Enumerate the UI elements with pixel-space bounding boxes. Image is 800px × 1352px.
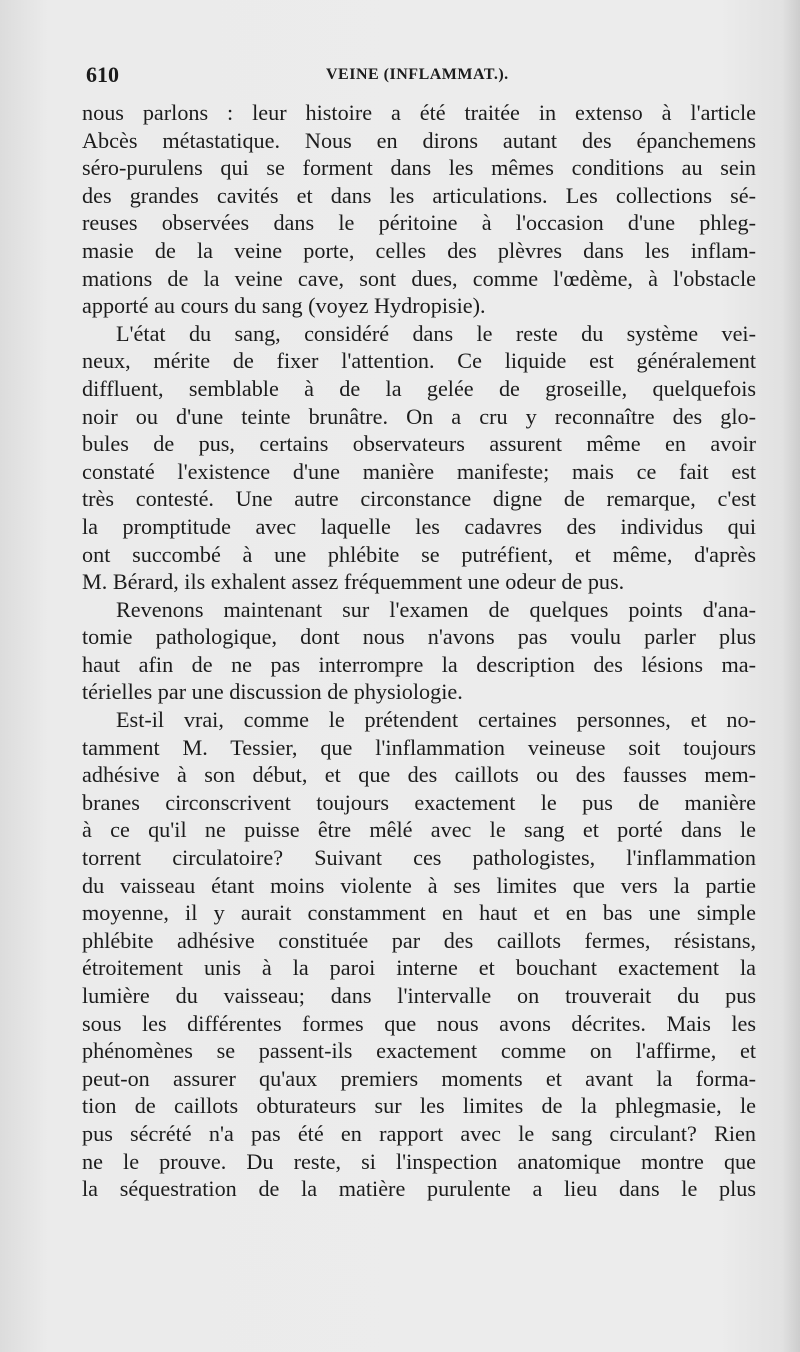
text-line: séro-purulens qui se forment dans les mêmes conditions au sein xyxy=(82,155,756,181)
text-line: L'état du sang, considéré dans le reste du système vei- xyxy=(116,320,756,346)
text-line: adhésive à son début, et que des caillots ou des fausses mem- xyxy=(82,762,756,788)
text-line: peut-on assurer qu'aux premiers moments et avant la forma- xyxy=(82,1065,756,1091)
text-line: diffluent, semblable à de la gelée de groseille, quelquefois xyxy=(82,375,756,401)
text-line: ne le prouve. Du reste, si l'inspection anatomique montre que xyxy=(82,1148,756,1174)
paragraph-1 xyxy=(82,99,756,320)
paragraph-3 xyxy=(82,596,756,706)
text-line: Abcès métastatique. Nous en dirons autant des épanchemens xyxy=(82,127,756,153)
text-line: masie de la veine porte, celles des plèvres dans les inflam- xyxy=(82,237,756,263)
text-line: bules de pus, certains observateurs assurent même en avoir xyxy=(82,431,756,457)
page-body xyxy=(82,99,756,1203)
text-line: du vaisseau étant moins violente à ses limites que vers la partie xyxy=(82,872,756,898)
text-line: haut afin de ne pas interrompre la description des lésions ma- xyxy=(82,651,756,677)
text-line: branes circonscrivent toujours exactement le pus de manière xyxy=(82,789,756,815)
text-line: phénomènes se passent-ils exactement comme on l'affirme, et xyxy=(82,1038,756,1064)
text-line: phlébite adhésive constituée par des caillots fermes, résistans, xyxy=(82,927,756,953)
text-line: torrent circulatoire? Suivant ces pathologistes, l'inflammation xyxy=(82,845,756,871)
text-line: la séquestration de la matière purulente a lieu dans le plus xyxy=(82,1176,756,1202)
text-line: sous les différentes formes que nous avons décrites. Mais les xyxy=(82,1010,756,1036)
text-line: mations de la veine cave, sont dues, comme l'œdème, à l'obstacle xyxy=(82,265,756,291)
text-line: neux, mérite de fixer l'attention. Ce liquide est généralement xyxy=(82,348,756,374)
running-head: VEINE (INFLAMMAT.). xyxy=(326,66,509,83)
paragraph-4 xyxy=(82,706,756,1203)
text-line: nous parlons : leur histoire a été traitée in extenso à l'article xyxy=(82,100,756,125)
text-line: reuses observées dans le péritoine à l'occasion d'une phleg- xyxy=(82,210,756,236)
paragraph-2 xyxy=(82,320,756,596)
text-line: à ce qu'il ne puisse être mêlé avec le sang et porté dans le xyxy=(82,817,756,843)
text-line: ont succombé à une phlébite se putréfient, et même, d'après xyxy=(82,541,756,567)
text-line: tion de caillots obturateurs sur les limites de la phlegmasie, le xyxy=(82,1093,756,1119)
text-line: tomie pathologique, dont nous n'avons pas voulu parler plus xyxy=(82,624,756,650)
text-line: Est-il vrai, comme le prétendent certaines personnes, et no- xyxy=(116,707,756,733)
text-line: lumière du vaisseau; dans l'intervalle on trouverait du pus xyxy=(82,983,756,1008)
text-line: constaté l'existence d'une manière manifeste; mais ce fait est xyxy=(82,458,756,484)
text-line: tamment M. Tessier, que l'inflammation veineuse soit toujours xyxy=(82,734,756,760)
page-header xyxy=(86,62,756,92)
text-line: M. Bérard, ils exhalent assez fréquemment une odeur de pus. xyxy=(82,569,625,595)
text-line: la promptitude avec laquelle les cadavres des individus qui xyxy=(82,513,756,539)
text-line: noir ou d'une teinte brunâtre. On a cru y reconnaître des glo- xyxy=(82,403,756,429)
text-line: pus sécrété n'a pas été en rapport avec le sang circulant? Rien xyxy=(82,1120,756,1146)
text-line: très contesté. Une autre circonstance digne de remarque, c'est xyxy=(82,486,756,512)
text-line: moyenne, il y aurait constamment en haut et en bas une simple xyxy=(82,900,756,926)
text-line: Revenons maintenant sur l'examen de quelques points d'ana- xyxy=(116,596,756,622)
text-line: térielles par une discussion de physiologie. xyxy=(82,679,463,705)
page-number: 610 xyxy=(86,62,119,87)
text-line: des grandes cavités et dans les articulations. Les collections sé- xyxy=(82,182,756,208)
text-line: apporté au cours du sang (voyez Hydropisie). xyxy=(82,293,486,319)
page-edge-shadow xyxy=(782,0,800,1352)
text-line: étroitement unis à la paroi interne et bouchant exactement la xyxy=(82,955,756,981)
